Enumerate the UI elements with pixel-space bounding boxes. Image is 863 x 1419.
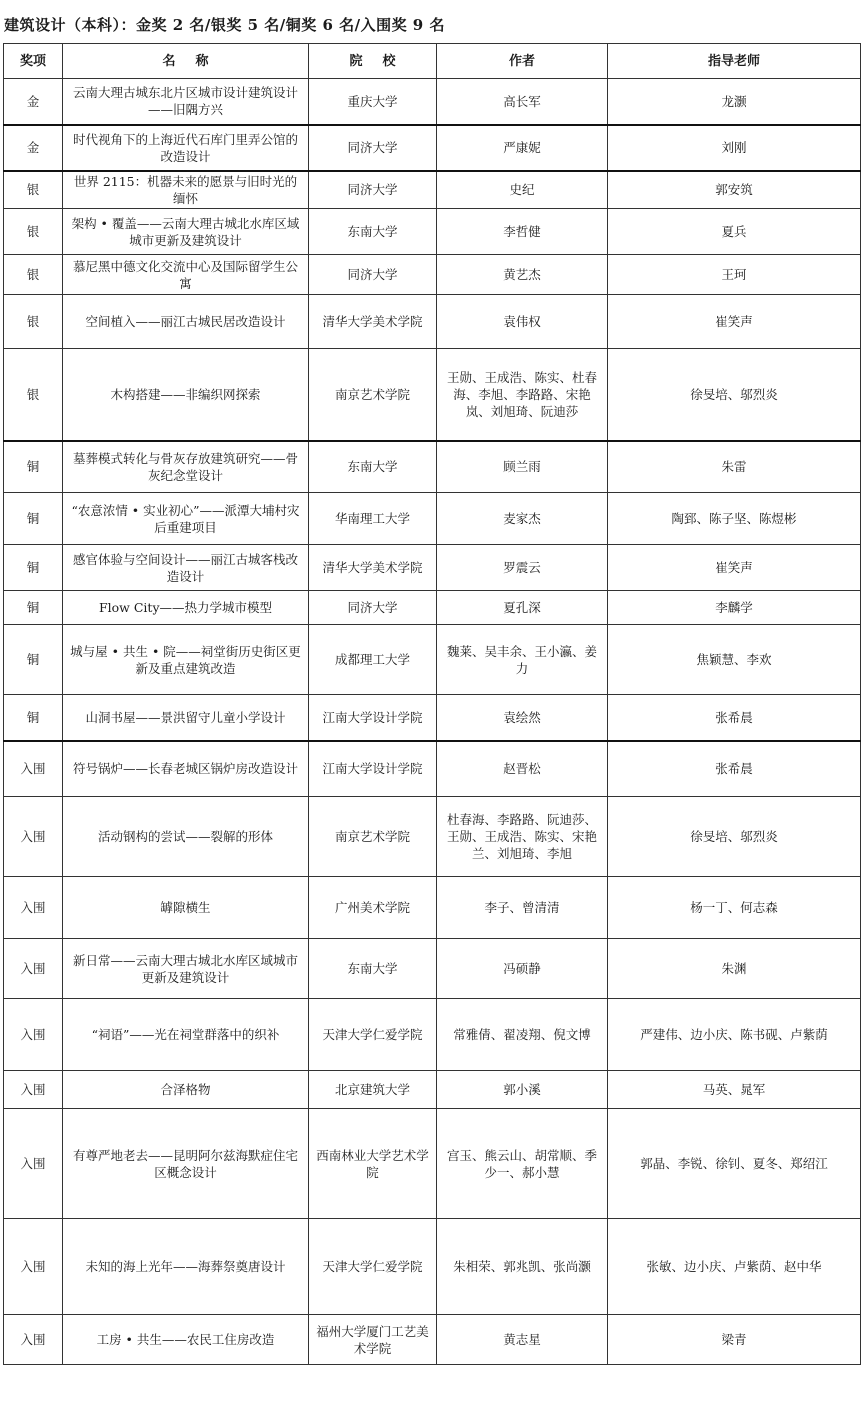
table-row: [4, 79, 861, 125]
author-cell: 朱相荣、郭兆凯、张尚灏: [437, 1219, 608, 1315]
award-cell: 铜: [4, 695, 63, 741]
header-advisor: 指导老师: [608, 44, 861, 79]
school-cell: 江南大学设计学院: [309, 741, 437, 797]
award-cell: 铜: [4, 441, 63, 493]
table-row: [4, 255, 861, 295]
advisor-cell: 马英、晁军: [608, 1071, 861, 1109]
table-row: [4, 493, 861, 545]
author-cell: 李子、曾清清: [437, 877, 608, 939]
name-cell: 合泽格物: [63, 1071, 309, 1109]
table-row: [4, 441, 861, 493]
school-cell: 广州美术学院: [309, 877, 437, 939]
author-cell: 魏莱、吴丰余、王小瀛、姜力: [437, 625, 608, 695]
advisor-cell: 张敏、边小庆、卢紫荫、赵中华: [608, 1219, 861, 1315]
name-cell: 木构搭建——非编织网探索: [63, 349, 309, 441]
author-cell: 高长军: [437, 79, 608, 125]
name-cell: 未知的海上光年——海葬祭奠唐设计: [63, 1219, 309, 1315]
author-cell: 杜春海、李路路、阮迪莎、王勋、王成浩、陈实、宋艳兰、刘旭琦、李旭: [437, 797, 608, 877]
school-cell: 同济大学: [309, 591, 437, 625]
author-cell: 史纪: [437, 171, 608, 209]
school-cell: 同济大学: [309, 125, 437, 171]
table-row: [4, 695, 861, 741]
school-cell: 西南林业大学艺术学院: [309, 1109, 437, 1219]
author-cell: 冯硕静: [437, 939, 608, 999]
advisor-cell: 张希晨: [608, 695, 861, 741]
name-cell: 感官体验与空间设计——丽江古城客栈改造设计: [63, 545, 309, 591]
advisor-cell: 刘刚: [608, 125, 861, 171]
school-cell: 东南大学: [309, 209, 437, 255]
name-cell: 墓葬模式转化与骨灰存放建筑研究——骨灰纪念堂设计: [63, 441, 309, 493]
table-row: [4, 125, 861, 171]
name-cell: 有尊严地老去——昆明阿尔兹海默症住宅区概念设计: [63, 1109, 309, 1219]
award-cell: 入围: [4, 877, 63, 939]
name-cell: 山洞书屋——景洪留守儿童小学设计: [63, 695, 309, 741]
name-cell: 云南大理古城东北片区城市设计建筑设计——旧隅方兴: [63, 79, 309, 125]
name-cell: 架构 • 覆盖——云南大理古城北水库区域城市更新及建筑设计: [63, 209, 309, 255]
advisor-cell: 杨一丁、何志森: [608, 877, 861, 939]
name-cell: 罅隙横生: [63, 877, 309, 939]
award-cell: 银: [4, 349, 63, 441]
award-cell: 入围: [4, 1315, 63, 1365]
school-cell: 南京艺术学院: [309, 349, 437, 441]
award-cell: 入围: [4, 939, 63, 999]
award-cell: 入围: [4, 1219, 63, 1315]
table-row: [4, 1071, 861, 1109]
author-cell: 李哲健: [437, 209, 608, 255]
school-cell: 天津大学仁爱学院: [309, 999, 437, 1071]
author-cell: 麦家杰: [437, 493, 608, 545]
school-cell: 清华大学美术学院: [309, 295, 437, 349]
award-cell: 入围: [4, 797, 63, 877]
author-cell: 罗震云: [437, 545, 608, 591]
award-cell: 铜: [4, 591, 63, 625]
table-row: [4, 209, 861, 255]
advisor-cell: 崔笑声: [608, 545, 861, 591]
table-row: [4, 295, 861, 349]
header-name: 名称: [63, 44, 309, 79]
school-cell: 南京艺术学院: [309, 797, 437, 877]
award-cell: 入围: [4, 999, 63, 1071]
advisor-cell: 梁青: [608, 1315, 861, 1365]
author-cell: 王勋、王成浩、陈实、杜春海、李旭、李路路、宋艳岚、刘旭琦、阮迪莎: [437, 349, 608, 441]
table-row: [4, 349, 861, 441]
award-cell: 入围: [4, 741, 63, 797]
award-cell: 金: [4, 125, 63, 171]
school-cell: 成都理工大学: [309, 625, 437, 695]
name-cell: 慕尼黑中德文化交流中心及国际留学生公寓: [63, 255, 309, 295]
name-cell: 符号锅炉——长春老城区锅炉房改造设计: [63, 741, 309, 797]
table-row: [4, 1315, 861, 1365]
award-cell: 银: [4, 209, 63, 255]
name-cell: Flow City——热力学城市模型: [63, 591, 309, 625]
award-cell: 入围: [4, 1109, 63, 1219]
name-cell: 世界 2115：机器未来的愿景与旧时光的缅怀: [63, 171, 309, 209]
name-cell: “农意浓情 • 实业初心”——派潭大埔村灾后重建项目: [63, 493, 309, 545]
name-cell: 空间植入——丽江古城民居改造设计: [63, 295, 309, 349]
author-cell: 严康妮: [437, 125, 608, 171]
award-cell: 银: [4, 171, 63, 209]
author-cell: 顾兰雨: [437, 441, 608, 493]
school-cell: 福州大学厦门工艺美术学院: [309, 1315, 437, 1365]
school-cell: 天津大学仁爱学院: [309, 1219, 437, 1315]
advisor-cell: 陶郅、陈子坚、陈煜彬: [608, 493, 861, 545]
award-cell: 银: [4, 255, 63, 295]
school-cell: 华南理工大学: [309, 493, 437, 545]
school-cell: 重庆大学: [309, 79, 437, 125]
award-cell: 铜: [4, 545, 63, 591]
advisor-cell: 王珂: [608, 255, 861, 295]
table-row: [4, 545, 861, 591]
table-row: [4, 939, 861, 999]
advisor-cell: 郭晶、李锐、徐钊、夏冬、郑绍江: [608, 1109, 861, 1219]
advisor-cell: 夏兵: [608, 209, 861, 255]
author-cell: 赵晋松: [437, 741, 608, 797]
school-cell: 江南大学设计学院: [309, 695, 437, 741]
author-cell: 袁伟权: [437, 295, 608, 349]
name-cell: “祠语”——光在祠堂群落中的织补: [63, 999, 309, 1071]
author-cell: 黄艺杰: [437, 255, 608, 295]
advisor-cell: 李麟学: [608, 591, 861, 625]
school-cell: 同济大学: [309, 255, 437, 295]
table-header-row: [4, 44, 861, 79]
school-cell: 东南大学: [309, 939, 437, 999]
page-title: 建筑设计（本科）：金奖 2 名/银奖 5 名/铜奖 6 名/入围奖 9 名: [4, 16, 445, 34]
school-cell: 清华大学美术学院: [309, 545, 437, 591]
award-cell: 银: [4, 295, 63, 349]
table-row: [4, 877, 861, 939]
table-row: [4, 797, 861, 877]
name-cell: 时代视角下的上海近代石库门里弄公馆的改造设计: [63, 125, 309, 171]
advisor-cell: 徐旻培、邬烈炎: [608, 349, 861, 441]
table-row: [4, 625, 861, 695]
advisor-cell: 郭安筑: [608, 171, 861, 209]
author-cell: 宫玉、熊云山、胡常顺、季少一、郝小慧: [437, 1109, 608, 1219]
award-cell: 铜: [4, 493, 63, 545]
author-cell: 常雅倩、翟凌翔、倪文博: [437, 999, 608, 1071]
award-cell: 金: [4, 79, 63, 125]
author-cell: 夏孔深: [437, 591, 608, 625]
table-row: [4, 591, 861, 625]
table-row: [4, 741, 861, 797]
table-row: [4, 171, 861, 209]
award-cell: 铜: [4, 625, 63, 695]
name-cell: 城与屋 • 共生 • 院——祠堂街历史街区更新及重点建筑改造: [63, 625, 309, 695]
award-cell: 入围: [4, 1071, 63, 1109]
author-cell: 黄志星: [437, 1315, 608, 1365]
name-cell: 工房 • 共生——农民工住房改造: [63, 1315, 309, 1365]
table-row: [4, 1109, 861, 1219]
advisor-cell: 焦颖慧、李欢: [608, 625, 861, 695]
table-row: [4, 999, 861, 1071]
header-author: 作者: [437, 44, 608, 79]
awards-table: [3, 43, 861, 1365]
advisor-cell: 崔笑声: [608, 295, 861, 349]
advisor-cell: 张希晨: [608, 741, 861, 797]
advisor-cell: 朱雷: [608, 441, 861, 493]
school-cell: 东南大学: [309, 441, 437, 493]
table-body: [4, 79, 861, 1365]
name-cell: 活动钢构的尝试——裂解的形体: [63, 797, 309, 877]
table-row: [4, 1219, 861, 1315]
author-cell: 袁绘然: [437, 695, 608, 741]
header-school: 院校: [309, 44, 437, 79]
advisor-cell: 朱渊: [608, 939, 861, 999]
author-cell: 郭小溪: [437, 1071, 608, 1109]
advisor-cell: 龙灏: [608, 79, 861, 125]
school-cell: 北京建筑大学: [309, 1071, 437, 1109]
school-cell: 同济大学: [309, 171, 437, 209]
header-award: 奖项: [4, 44, 63, 79]
advisor-cell: 严建伟、边小庆、陈书砚、卢紫荫: [608, 999, 861, 1071]
name-cell: 新日常——云南大理古城北水库区域城市更新及建筑设计: [63, 939, 309, 999]
advisor-cell: 徐旻培、邬烈炎: [608, 797, 861, 877]
